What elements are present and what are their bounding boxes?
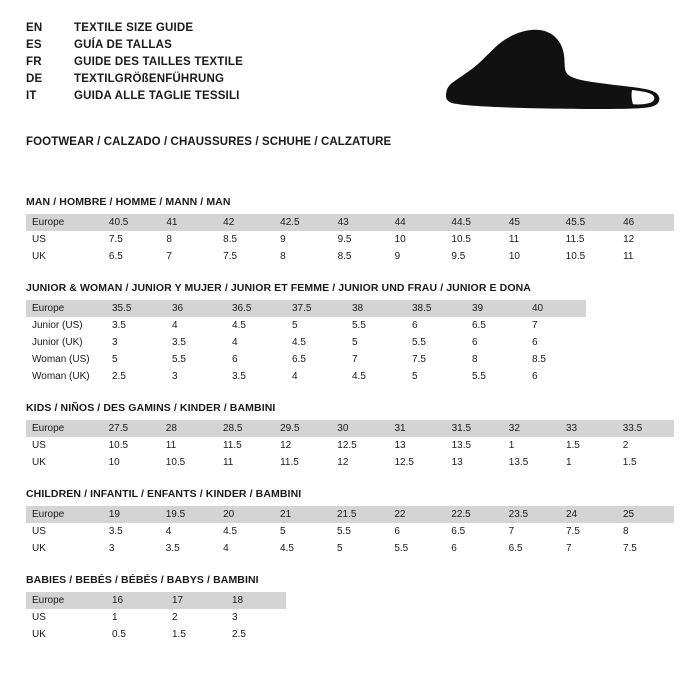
category-title: FOOTWEAR / CALZADO / CHAUSSURES / SCHUHE / CALZATURE: [26, 136, 392, 148]
cell: 30: [331, 420, 388, 437]
cell: 5.5: [466, 368, 526, 385]
block-title: MAN / HOMBRE / HOMME / MANN / MAN: [26, 196, 231, 208]
cell: 10: [503, 248, 560, 265]
cell: 5.5: [331, 523, 388, 540]
cell: 1: [560, 454, 617, 471]
cell: 3: [226, 609, 286, 626]
size-block-babies: [26, 574, 674, 643]
cell: 4: [286, 368, 346, 385]
cell: 7: [526, 317, 586, 334]
table-row: [26, 609, 286, 626]
cell: 19.5: [160, 506, 217, 523]
cell: 45: [503, 214, 560, 231]
cell: 11.5: [560, 231, 617, 248]
cell: 12.5: [331, 437, 388, 454]
cell: 11.5: [217, 437, 274, 454]
cell: 28: [160, 420, 217, 437]
cell: 7.5: [217, 248, 274, 265]
cell: 7.5: [406, 351, 466, 368]
cell: 11: [217, 454, 274, 471]
cell: 12: [617, 231, 674, 248]
size-table: [26, 300, 586, 385]
cell: 13.5: [503, 454, 560, 471]
cell: 6: [445, 540, 502, 557]
table-row: [26, 523, 674, 540]
cell: 44: [389, 214, 446, 231]
cell: 2.5: [106, 368, 166, 385]
cell: 7.5: [103, 231, 160, 248]
cell: 9: [274, 231, 331, 248]
cell: 17: [166, 592, 226, 609]
row-label: US: [26, 609, 106, 626]
cell: 38.5: [406, 300, 466, 317]
cell: 6: [466, 334, 526, 351]
cell: 20: [217, 506, 274, 523]
block-title: JUNIOR & WOMAN / JUNIOR Y MUJER / JUNIOR ET FEMME / JUNIOR UND FRAU / JUNIOR E DONA: [26, 282, 531, 294]
cell: 10.5: [103, 437, 160, 454]
language-title-list: [26, 22, 243, 107]
language-row: [26, 39, 243, 56]
language-code: ES: [26, 39, 42, 51]
cell: 1: [106, 609, 166, 626]
row-label: Woman (US): [26, 351, 106, 368]
cell: 6.5: [466, 317, 526, 334]
size-table: [26, 506, 674, 557]
language-title: GUÍA DE TALLAS: [74, 39, 172, 51]
cell: 5: [331, 540, 388, 557]
cell: 21: [274, 506, 331, 523]
cell: 22.5: [445, 506, 502, 523]
row-label: US: [26, 437, 103, 454]
cell: 4: [166, 317, 226, 334]
row-label: Europe: [26, 214, 103, 231]
language-code: IT: [26, 90, 37, 102]
size-table: [26, 592, 286, 643]
cell: 42: [217, 214, 274, 231]
cell: 4: [217, 540, 274, 557]
cell: 40: [526, 300, 586, 317]
language-code: DE: [26, 73, 43, 85]
language-row: [26, 90, 243, 107]
cell: 3.5: [106, 317, 166, 334]
table-row: [26, 300, 586, 317]
size-blocks: [26, 196, 674, 643]
size-block-children: [26, 488, 674, 557]
table-row: [26, 334, 586, 351]
cell: 33: [560, 420, 617, 437]
cell: 11: [617, 248, 674, 265]
table-row: [26, 437, 674, 454]
language-title: GUIDE DES TAILLES TEXTILE: [74, 56, 243, 68]
cell: 7: [346, 351, 406, 368]
cell: 6: [226, 351, 286, 368]
cell: 46: [617, 214, 674, 231]
cell: 8: [274, 248, 331, 265]
row-label: Europe: [26, 300, 106, 317]
cell: 35.5: [106, 300, 166, 317]
row-label: UK: [26, 626, 106, 643]
language-title: GUIDA ALLE TAGLIE TESSILI: [74, 90, 240, 102]
cell: 33.5: [617, 420, 674, 437]
cell: 2: [166, 609, 226, 626]
cell: 42.5: [274, 214, 331, 231]
size-table: [26, 214, 674, 265]
cell: 7: [503, 523, 560, 540]
language-code: FR: [26, 56, 42, 68]
cell: 21.5: [331, 506, 388, 523]
language-row: [26, 22, 243, 39]
cell: 3.5: [226, 368, 286, 385]
cell: 2.5: [226, 626, 286, 643]
cell: 24: [560, 506, 617, 523]
cell: 32: [503, 420, 560, 437]
cell: 5.5: [346, 317, 406, 334]
cell: 12.5: [388, 454, 445, 471]
cell: 22: [388, 506, 445, 523]
cell: 11: [160, 437, 217, 454]
cell: 2: [617, 437, 674, 454]
cell: 12: [274, 437, 331, 454]
cell: 5.5: [388, 540, 445, 557]
cell: 5: [406, 368, 466, 385]
cell: 39: [466, 300, 526, 317]
cell: 5.5: [166, 351, 226, 368]
cell: 31.5: [446, 420, 503, 437]
language-title: TEXTILE SIZE GUIDE: [74, 22, 194, 34]
cell: 8.5: [332, 248, 389, 265]
table-row: [26, 368, 586, 385]
size-block-junior-woman: [26, 282, 674, 385]
cell: 3.5: [103, 523, 160, 540]
cell: 23.5: [503, 506, 560, 523]
cell: 45.5: [560, 214, 617, 231]
cell: 5: [274, 523, 331, 540]
cell: 10: [389, 231, 446, 248]
cell: 3.5: [160, 540, 217, 557]
row-label: Europe: [26, 592, 106, 609]
row-label: US: [26, 231, 103, 248]
row-label: Europe: [26, 420, 103, 437]
cell: 31: [388, 420, 445, 437]
row-label: UK: [26, 454, 103, 471]
dress-shoe-icon: [436, 28, 666, 123]
cell: 8: [160, 231, 217, 248]
cell: 1.5: [560, 437, 617, 454]
cell: 5: [346, 334, 406, 351]
cell: 1.5: [166, 626, 226, 643]
cell: 5.5: [406, 334, 466, 351]
row-label: UK: [26, 248, 103, 265]
cell: 4: [160, 523, 217, 540]
cell: 18: [226, 592, 286, 609]
table-row: [26, 540, 674, 557]
block-title: BABIES / BEBÉS / BÉBÉS / BABYS / BAMBINI: [26, 574, 259, 586]
cell: 1.5: [617, 454, 674, 471]
cell: 3: [166, 368, 226, 385]
cell: 28.5: [217, 420, 274, 437]
language-code: EN: [26, 22, 43, 34]
size-table: [26, 420, 674, 471]
cell: 10.5: [445, 231, 502, 248]
cell: 13: [388, 437, 445, 454]
language-row: [26, 73, 243, 90]
cell: 6.5: [445, 523, 502, 540]
row-label: UK: [26, 540, 103, 557]
cell: 6: [388, 523, 445, 540]
cell: 44.5: [445, 214, 502, 231]
cell: 43: [332, 214, 389, 231]
table-row: [26, 248, 674, 265]
cell: 8.5: [526, 351, 586, 368]
cell: 12: [331, 454, 388, 471]
cell: 38: [346, 300, 406, 317]
cell: 1: [503, 437, 560, 454]
cell: 29.5: [274, 420, 331, 437]
table-row: [26, 592, 286, 609]
cell: 8: [617, 523, 674, 540]
table-row: [26, 626, 286, 643]
cell: 41: [160, 214, 217, 231]
cell: 4.5: [226, 317, 286, 334]
cell: 5: [106, 351, 166, 368]
row-label: Junior (US): [26, 317, 106, 334]
row-label: US: [26, 523, 103, 540]
table-row: [26, 420, 674, 437]
cell: 27.5: [103, 420, 160, 437]
table-row: [26, 214, 674, 231]
table-row: [26, 317, 586, 334]
row-label: Woman (UK): [26, 368, 106, 385]
cell: 10.5: [560, 248, 617, 265]
cell: 13: [446, 454, 503, 471]
cell: 4: [226, 334, 286, 351]
cell: 8.5: [217, 231, 274, 248]
cell: 36.5: [226, 300, 286, 317]
cell: 19: [103, 506, 160, 523]
cell: 7: [560, 540, 617, 557]
language-row: [26, 56, 243, 73]
cell: 3: [103, 540, 160, 557]
cell: 11.5: [274, 454, 331, 471]
cell: 6: [526, 368, 586, 385]
cell: 9.5: [445, 248, 502, 265]
row-label: Europe: [26, 506, 103, 523]
cell: 4.5: [274, 540, 331, 557]
cell: 36: [166, 300, 226, 317]
cell: 6.5: [103, 248, 160, 265]
cell: 8: [466, 351, 526, 368]
cell: 4.5: [286, 334, 346, 351]
table-row: [26, 454, 674, 471]
cell: 13.5: [446, 437, 503, 454]
cell: 10: [103, 454, 160, 471]
cell: 3.5: [166, 334, 226, 351]
cell: 4.5: [346, 368, 406, 385]
cell: 6.5: [286, 351, 346, 368]
cell: 9: [389, 248, 446, 265]
cell: 40.5: [103, 214, 160, 231]
cell: 6.5: [503, 540, 560, 557]
table-row: [26, 351, 586, 368]
cell: 9.5: [332, 231, 389, 248]
cell: 11: [503, 231, 560, 248]
cell: 4.5: [217, 523, 274, 540]
page-header: [26, 22, 674, 123]
row-label: Junior (UK): [26, 334, 106, 351]
cell: 3: [106, 334, 166, 351]
table-row: [26, 231, 674, 248]
cell: 10.5: [160, 454, 217, 471]
block-title: CHILDREN / INFANTIL / ENFANTS / KINDER / BAMBINI: [26, 488, 302, 500]
cell: 7: [160, 248, 217, 265]
cell: 6: [526, 334, 586, 351]
block-title: KIDS / NIÑOS / DES GAMINS / KINDER / BAMBINI: [26, 402, 276, 414]
cell: 6: [406, 317, 466, 334]
cell: 0.5: [106, 626, 166, 643]
cell: 7.5: [560, 523, 617, 540]
size-block-man: [26, 196, 674, 265]
cell: 25: [617, 506, 674, 523]
cell: 16: [106, 592, 166, 609]
cell: 37.5: [286, 300, 346, 317]
cell: 7.5: [617, 540, 674, 557]
language-title: TEXTILGRÖßENFÜHRUNG: [74, 73, 225, 85]
cell: 5: [286, 317, 346, 334]
size-block-kids: [26, 402, 674, 471]
table-row: [26, 506, 674, 523]
